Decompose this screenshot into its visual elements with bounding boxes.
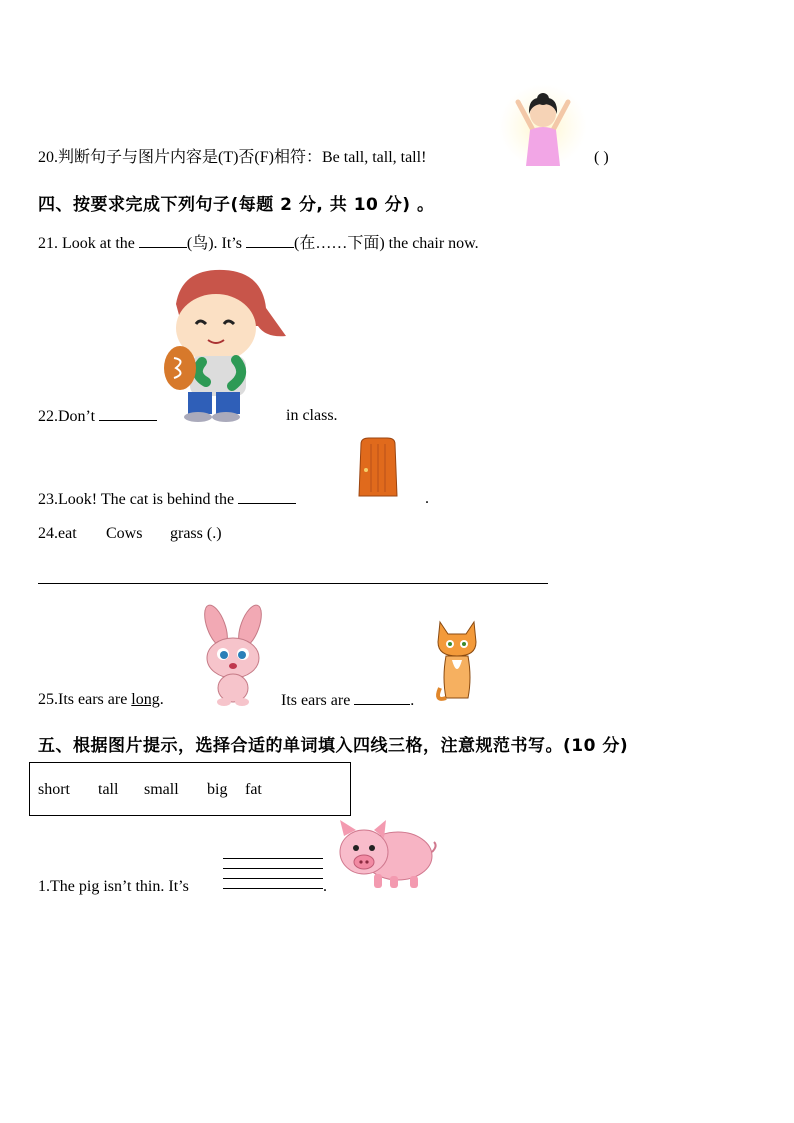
q21-blank-under[interactable] <box>246 233 294 248</box>
pig-image <box>334 818 438 892</box>
boy-eating-image <box>162 264 290 422</box>
word-box <box>29 762 351 816</box>
q20-answer-bracket[interactable]: ( ) <box>594 149 609 166</box>
q24-word-2: Cows <box>106 525 143 542</box>
four-line-grid[interactable] <box>223 858 323 892</box>
word-box-item: short <box>38 781 70 798</box>
word-box-item: tall <box>98 781 119 798</box>
q1-text-b: . <box>323 878 327 895</box>
q21-text-a: 21. Look at the <box>38 235 135 252</box>
q23-text-a: 23.Look! The cat is behind the <box>38 491 235 508</box>
q21-text-b: (鸟). It’s <box>186 235 242 252</box>
q21-blank-bird[interactable] <box>139 233 187 248</box>
q25-text-a-end: . <box>159 691 164 708</box>
q22-text-b: in class. <box>286 407 338 424</box>
q1-text-a: 1.The pig isn’t thin. It’s <box>38 878 189 895</box>
q25-text-b-end: . <box>410 692 415 709</box>
q25-underlined-word: long <box>131 691 160 708</box>
word-box-item: big <box>207 781 228 798</box>
q23-sentence <box>38 489 296 510</box>
q20-text: 20.判断句子与图片内容是(T)否(F)相符：Be tall, tall, tall! <box>38 149 427 166</box>
word-box-item: fat <box>245 781 262 798</box>
cat-image <box>434 618 480 706</box>
q23-text-b: . <box>425 490 429 507</box>
q25-blank[interactable] <box>354 690 410 705</box>
section5-heading: 五、根据图片提示，选择合适的单词填入四线三格，注意规范书写。(10 分) <box>38 736 629 756</box>
q25-text-a: 25.Its ears are <box>38 691 128 708</box>
section4-heading: 四、按要求完成下列句子(每题 2 分, 共 10 分) 。 <box>38 195 435 215</box>
q21-text-c: (在……下面) the chair now. <box>293 235 479 252</box>
q25-sentence-a <box>38 690 164 710</box>
q21-sentence <box>38 233 479 254</box>
door-image <box>357 436 399 500</box>
q20-sentence <box>38 148 426 168</box>
q22-text-a: 22.Don’t <box>38 408 96 425</box>
q23-blank[interactable] <box>238 489 296 504</box>
girl-cheering-image <box>498 84 588 168</box>
q24-word-3: grass (.) <box>170 525 222 542</box>
q25-sentence-b <box>281 690 414 711</box>
q24-answer-line[interactable] <box>38 583 548 584</box>
q22-blank[interactable] <box>99 406 157 421</box>
rabbit-image <box>192 604 274 706</box>
q22-sentence <box>38 406 157 427</box>
word-box-item: small <box>144 781 179 798</box>
q25-text-b: Its ears are <box>281 692 351 709</box>
q24-word-1: 24.eat <box>38 525 77 542</box>
